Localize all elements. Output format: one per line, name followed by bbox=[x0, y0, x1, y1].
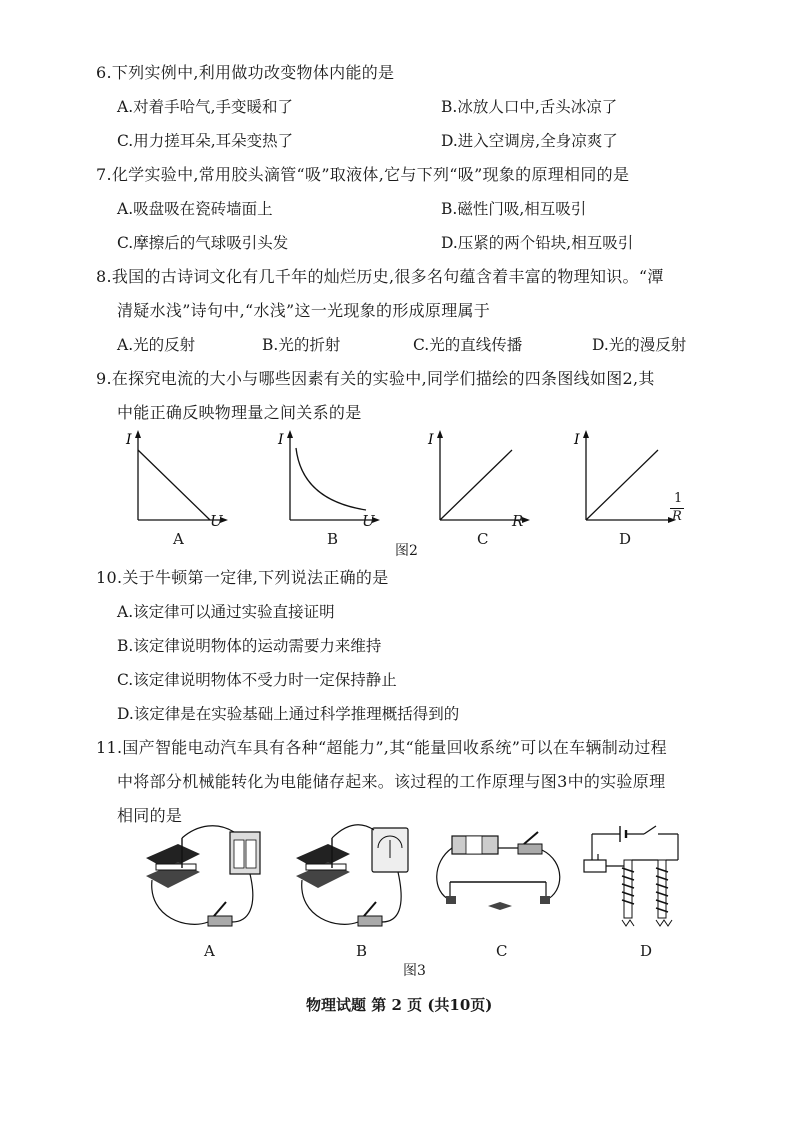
fig3-d-pins-left bbox=[622, 920, 634, 926]
graph-c-y-arrow bbox=[437, 430, 443, 438]
q11-stem-line2: 中将部分机械能转化为电能储存起来。该过程的工作原理与图3中的实验原理 bbox=[117, 772, 666, 791]
graph-a-y-arrow bbox=[135, 430, 141, 438]
fig3-c-label: C bbox=[496, 942, 508, 960]
q10-option-d: D.该定律是在实验基础上通过科学推理概括得到的 bbox=[117, 705, 460, 723]
fig3-b-wire-left bbox=[302, 880, 358, 924]
fig3-a-switch-lever bbox=[214, 902, 226, 916]
q6-stem: 6.下列实例中,利用做功改变物体内能的是 bbox=[96, 63, 395, 82]
graph-c-xlabel: R bbox=[512, 512, 524, 530]
fig3-c-wire-right bbox=[542, 850, 560, 900]
fig3-apparatus-a bbox=[138, 818, 278, 938]
graph-b-letter: B bbox=[327, 530, 339, 548]
q8-option-a: A.光的反射 bbox=[117, 336, 196, 354]
graph-d-y-arrow bbox=[583, 430, 589, 438]
q7-option-a: A.吸盘吸在瓷砖墙面上 bbox=[117, 200, 273, 218]
graph-a-xlabel: U bbox=[210, 512, 223, 530]
q10-stem: 10.关于牛顿第一定律,下列说法正确的是 bbox=[96, 568, 389, 587]
fig3-a-rod bbox=[156, 864, 196, 870]
graph-c-curve bbox=[440, 450, 512, 520]
q6-option-d: D.进入空调房,全身凉爽了 bbox=[441, 132, 618, 150]
graph-c-ylabel: I bbox=[428, 432, 434, 448]
q6-option-a: A.对着手哈气,手变暖和了 bbox=[117, 98, 294, 116]
fig3-b-wire-top bbox=[332, 825, 374, 838]
q10-option-c: C.该定律说明物体不受力时一定保持静止 bbox=[117, 671, 397, 689]
graph-d-xlabel-denominator: R bbox=[672, 509, 682, 524]
fig3-b-wire-right bbox=[382, 872, 401, 922]
graph-c-letter: C bbox=[477, 530, 489, 548]
q8-stem-line2: 清疑水浅”诗句中,“水浅”这一光现象的形成原理属于 bbox=[117, 301, 491, 320]
fig3-a-label: A bbox=[204, 942, 215, 960]
q8-option-c: C.光的直线传播 bbox=[413, 336, 523, 354]
figure-3-caption: 图3 bbox=[403, 963, 426, 979]
graph-d bbox=[566, 428, 676, 528]
fig3-a-wire-top bbox=[182, 826, 234, 838]
q7-stem: 7.化学实验中,常用胶头滴管“吸”取液体,它与下列“吸”现象的原理相同的是 bbox=[96, 165, 630, 184]
fig3-d-label: D bbox=[640, 942, 653, 960]
fig3-a-switch-base bbox=[208, 916, 232, 926]
graph-d-xlabel-numerator: 1 bbox=[674, 491, 683, 506]
fig3-apparatus-b bbox=[288, 818, 428, 938]
fig3-b-label: B bbox=[356, 942, 368, 960]
fig3-a-wire-left bbox=[152, 880, 208, 924]
q8-stem-line1: 8.我国的古诗词文化有几千年的灿烂历史,很多名句蕴含着丰富的物理知识。“潭 bbox=[96, 267, 664, 286]
fig3-d-rheostat bbox=[584, 860, 606, 872]
fig3-d-switch bbox=[644, 826, 656, 834]
graph-b-xlabel: U bbox=[362, 512, 375, 530]
fig3-b-switch-base bbox=[358, 916, 382, 926]
page-footer: 物理试题 第 2 页 (共10页) bbox=[306, 996, 493, 1014]
fig3-b-switch-lever bbox=[364, 902, 376, 916]
q8-option-b: B.光的折射 bbox=[262, 336, 341, 354]
graph-d-letter: D bbox=[619, 530, 632, 548]
fig3-c-post-right bbox=[540, 896, 550, 904]
q10-option-b: B.该定律说明物体的运动需要力来维持 bbox=[117, 637, 382, 655]
graph-a-ylabel: I bbox=[126, 432, 132, 448]
q11-stem-line1: 11.国产智能电动汽车具有各种“超能力”,其“能量回收系统”可以在车辆制动过程 bbox=[96, 738, 667, 757]
fig3-d-pins-right bbox=[656, 920, 672, 926]
q9-stem-line2: 中能正确反映物理量之间关系的是 bbox=[117, 403, 362, 422]
q7-option-b: B.磁性门吸,相互吸引 bbox=[441, 200, 587, 218]
q6-option-b: B.冰放人口中,舌头冰凉了 bbox=[441, 98, 618, 116]
graph-a-curve bbox=[138, 450, 210, 520]
graph-b-curve bbox=[296, 448, 366, 510]
graph-b-ylabel: I bbox=[278, 432, 284, 448]
graph-d-ylabel: I bbox=[574, 432, 580, 448]
fig3-c-post-left bbox=[446, 896, 456, 904]
q9-stem-line1: 9.在探究电流的大小与哪些因素有关的实验中,同学们描绘的四条图线如图2,其 bbox=[96, 369, 655, 388]
graph-d-curve bbox=[586, 450, 658, 520]
q11-stem-line3: 相同的是 bbox=[117, 806, 183, 825]
figure-2-caption: 图2 bbox=[395, 543, 418, 559]
fig3-c-switch-lever bbox=[524, 832, 538, 844]
graph-b-y-arrow bbox=[287, 430, 293, 438]
fig3-b-rod bbox=[306, 864, 346, 870]
fig3-apparatus-c bbox=[428, 822, 578, 922]
fig3-a-wire-right bbox=[232, 874, 253, 922]
fig3-c-switch-base bbox=[518, 844, 542, 854]
q10-option-a: A.该定律可以通过实验直接证明 bbox=[117, 603, 335, 621]
q7-option-c: C.摩擦后的气球吸引头发 bbox=[117, 234, 289, 252]
fig3-c-compass-needle bbox=[488, 902, 512, 910]
fig3-a-battery-cell-2 bbox=[246, 840, 256, 868]
fig3-c-battery-label bbox=[466, 836, 482, 854]
q8-option-d: D.光的漫反射 bbox=[592, 336, 687, 354]
q6-option-c: C.用力搓耳朵,耳朵变热了 bbox=[117, 132, 294, 150]
q7-option-d: D.压紧的两个铅块,相互吸引 bbox=[441, 234, 634, 252]
fig3-apparatus-d bbox=[578, 820, 688, 930]
graph-a-letter: A bbox=[173, 530, 184, 548]
fig3-a-battery-cell bbox=[234, 840, 244, 868]
